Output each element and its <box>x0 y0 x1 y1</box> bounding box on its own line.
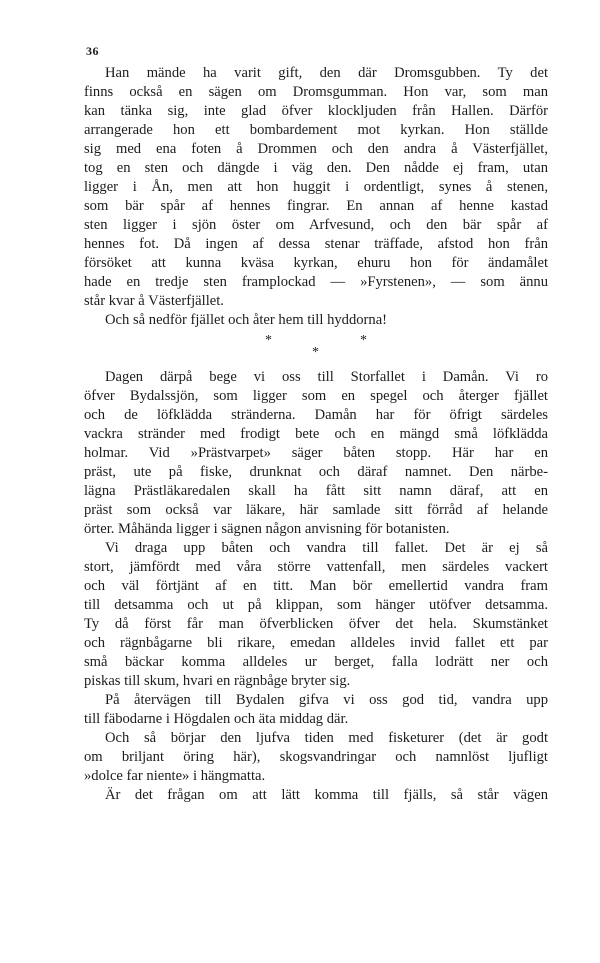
text-line: holmar. Vid »Prästvarpet» säger båten stopp. Här har en <box>84 445 548 461</box>
text-line: stort, jämfördt med våra större vattenfall, men särdeles vackert <box>84 559 548 575</box>
separator-asterisk: * <box>265 333 272 348</box>
text-line: lägna Prästläkaredalen skall ha fått sitt namn däraf, att en <box>84 483 548 499</box>
text-line: hade en tredje sten framplockad — »Fyrstenen», — som ännu <box>84 274 548 290</box>
text-line: kan tänka sig, inte glad öfver klockljuden från Hallen. Därför <box>84 103 548 119</box>
text-line: tog en sten och dängde i väg den. Den nådde ej fram, utan <box>84 160 548 176</box>
text-line: piskas till skum, hvari en rägnbåge bryter sig. <box>84 673 351 689</box>
separator-asterisk: * <box>360 333 367 348</box>
text-line: och rägnbågarne bli rikare, emedan alldeles invid fallet ett par <box>84 635 548 651</box>
text-line: hennes fot. Då ingen af dessa stenar träffade, afstod hon från <box>84 236 548 252</box>
text-line: ligger i Ån, men att hon huggit i ordentligt, synes å stenen, <box>84 179 548 195</box>
text-line: försöket att kunna kväsa kyrkan, ehuru hon för ändamålet <box>84 255 548 271</box>
text-line: »dolce far niente» i hängmatta. <box>84 768 266 784</box>
text-line: vackra stränder med frodigt bete och en mängd små löfklädda <box>84 426 548 442</box>
text-line: Vi draga upp båten och vandra till fallet. Det är ej så <box>105 540 548 556</box>
section-separator <box>84 330 548 368</box>
text-line: som bär spår af hennes fingrar. En annan af henne kastad <box>84 198 548 214</box>
text-line: till fäbodarne i Högdalen och äta middag där. <box>84 711 349 727</box>
text-line: präst som också var läkare, här samlade sitt förråd af helande <box>84 502 548 518</box>
body-text <box>84 64 548 805</box>
text-line: Och så nedför fjället och åter hem till hyddorna! <box>105 312 388 328</box>
text-line: öfver Bydalssjön, som ligger som en spegel och återger fjället <box>84 388 548 404</box>
section-dromsgumman <box>84 64 548 330</box>
page-number: 36 <box>86 44 99 58</box>
text-line: och de löfklädda stränderna. Damån har för öfrigt särdeles <box>84 407 548 423</box>
separator-asterisk: * <box>312 345 319 360</box>
text-line: till detsamma och ut på klippan, som hänger utöfver detsamma. <box>84 597 548 613</box>
text-line: sig med ena foten å Drommen och den andra å Västerfjället, <box>84 141 548 157</box>
text-line: örter. Måhända ligger i sägnen någon anvisning för botanisten. <box>84 521 450 537</box>
text-line: om briljant öring här), skogsvandringar och namnlöst ljufligt <box>84 749 548 765</box>
text-line: präst, ute på fiske, drunknat och däraf namnet. Den närbe- <box>84 464 548 480</box>
text-line: arrangerade hon ett bombardement mot kyrkan. Hon ställde <box>84 122 548 138</box>
text-line: sten ligger i sjön öster om Arfvesund, och den bär spår af <box>84 217 548 233</box>
text-line: Han mände ha varit gift, den där Dromsgubben. Ty det <box>105 65 548 81</box>
text-line: På återvägen till Bydalen gifva vi oss god tid, vandra upp <box>105 692 548 708</box>
text-line: Ty då först får man öfverblicken öfver det hela. Skumstänket <box>84 616 548 632</box>
text-line: små bäckar komma alldeles ur berget, falla lodrätt ner och <box>84 654 548 670</box>
text-line: Dagen därpå bege vi oss till Storfallet i Damån. Vi ro <box>105 369 548 385</box>
text-line: står kvar å Västerfjället. <box>84 293 224 309</box>
text-line: Och så börjar den ljufva tiden med fisketurer (det är godt <box>105 730 548 746</box>
text-line: Är det frågan om att lätt komma till fjälls, så står vägen <box>105 787 548 803</box>
text-line: finns också en sägen om Dromsgumman. Hon var, som man <box>84 84 548 100</box>
section-storfallet <box>84 368 548 805</box>
text-line: och väl förtjänt af en titt. Man bör emellertid vandra fram <box>84 578 548 594</box>
